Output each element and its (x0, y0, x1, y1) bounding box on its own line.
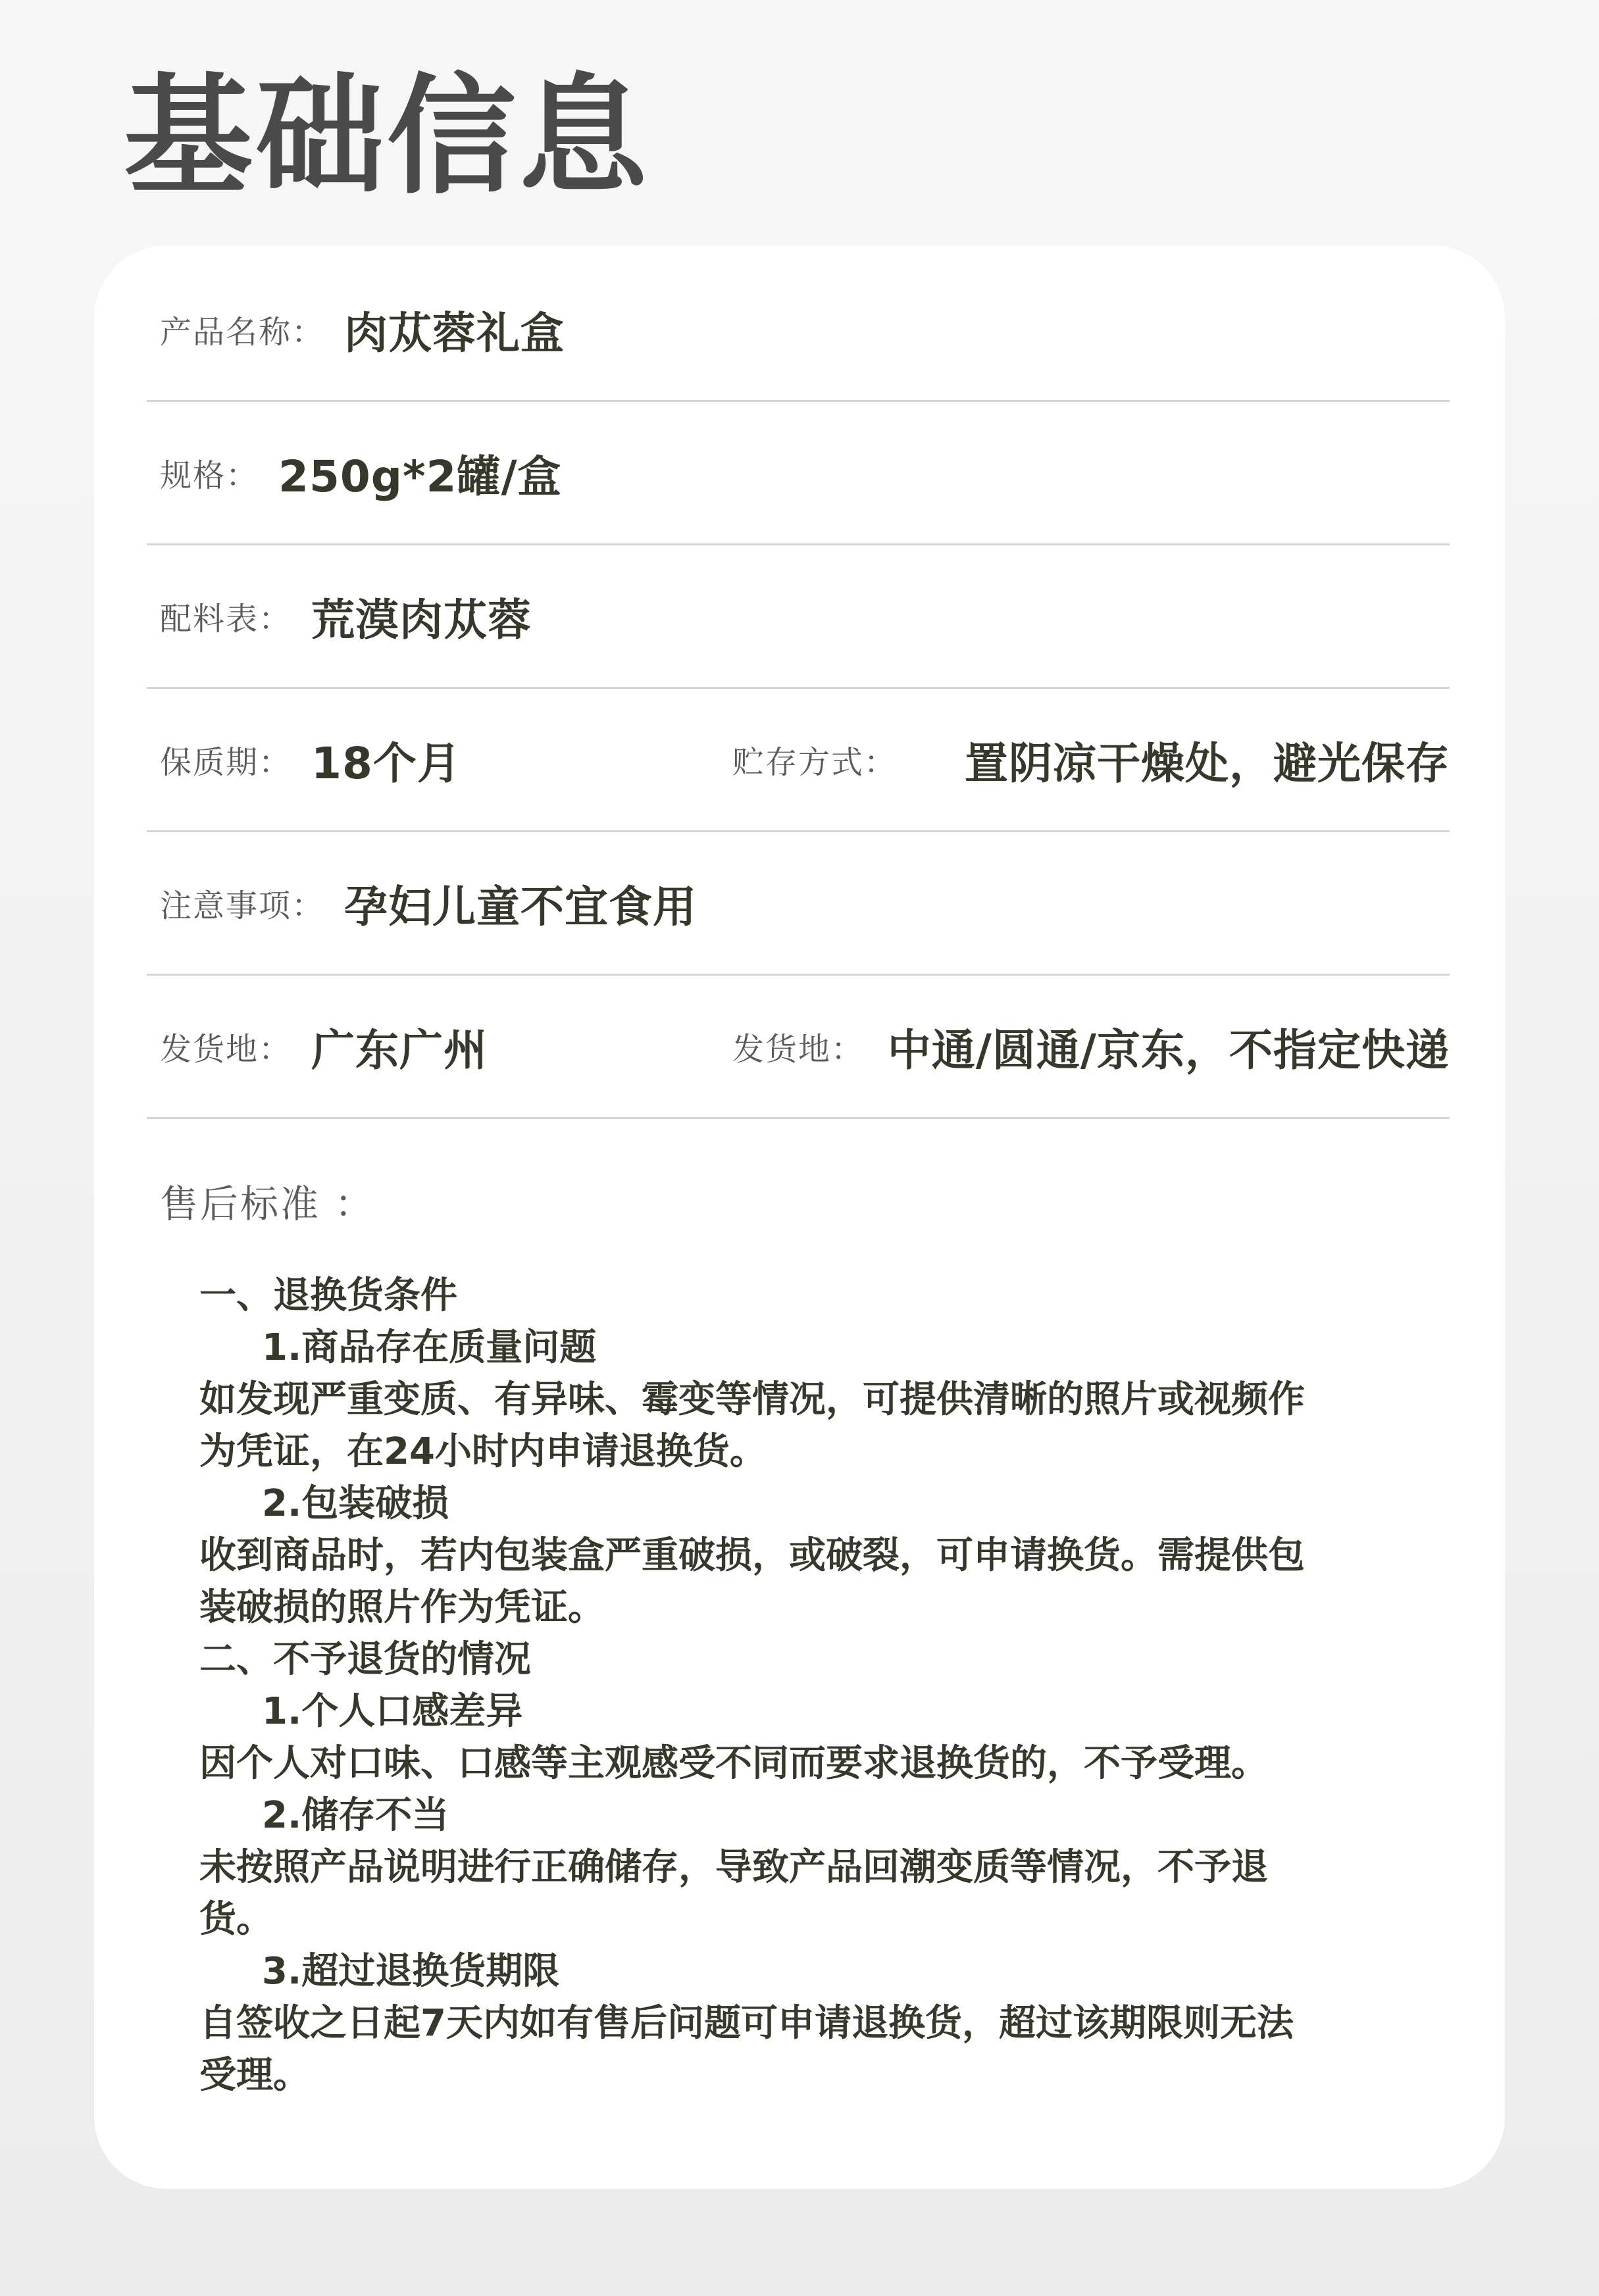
origin-label: 发货地： (160, 1031, 292, 1068)
terms-subheading-quality: 1.商品存在质量问题 (262, 1326, 597, 1369)
info-row-shipping (147, 976, 1450, 1119)
terms-text-line: 装破损的照片作为凭证。 (199, 1586, 605, 1629)
info-row-spec (147, 402, 1450, 545)
ingredients-value: 荒漠肉苁蓉 (311, 595, 532, 645)
product-name-value: 肉苁蓉礼盒 (344, 308, 565, 359)
storage-label: 贮存方式： (732, 744, 898, 781)
page-title: 基础信息 (124, 62, 651, 212)
origin-value: 广东广州 (311, 1025, 488, 1076)
after-sales-label: 售后标准 ： (160, 1182, 375, 1226)
courier-label: 发货地： (732, 1031, 865, 1068)
terms-text-line: 自签收之日起7天内如有售后问题可申请退换货，超过该期限则无法 (199, 2002, 1294, 2045)
terms-heading-return-conditions: 一、退换货条件 (199, 1274, 457, 1317)
info-card (94, 245, 1505, 2189)
product-name-label: 产品名称： (160, 314, 325, 351)
spec-label: 规格： (160, 457, 259, 494)
info-row-ingredients (147, 545, 1450, 689)
terms-text-line: 受理。 (199, 2054, 310, 2097)
shelf-life-label: 保质期： (160, 744, 292, 781)
terms-heading-no-return: 二、不予退货的情况 (199, 1638, 531, 1681)
terms-text-line: 收到商品时，若内包装盒严重破损，或破裂，可申请换货。需提供包 (199, 1534, 1305, 1577)
info-row-product-name (147, 259, 1450, 402)
info-row-shelf-storage (147, 689, 1450, 832)
terms-text-line: 为凭证，在24小时内申请退换货。 (199, 1430, 767, 1473)
ingredients-label: 配料表： (160, 601, 292, 637)
terms-text-line: 因个人对口味、口感等主观感受不同而要求退换货的，不予受理。 (199, 1742, 1268, 1785)
notice-label: 注意事项： (160, 887, 325, 924)
after-sales-terms (199, 1270, 1483, 2101)
info-row-notice (147, 832, 1450, 976)
storage-value: 置阴凉干燥处，避光保存 (965, 738, 1450, 789)
notice-value: 孕妇儿童不宜食用 (344, 882, 698, 932)
terms-text-line: 未按照产品说明进行正确储存，导致产品回潮变质等情况，不予退 (199, 1846, 1268, 1889)
terms-subheading-packaging: 2.包装破损 (262, 1482, 449, 1525)
terms-text-line: 货。 (199, 1898, 273, 1941)
shelf-life-value: 18个月 (311, 738, 461, 789)
terms-subheading-deadline: 3.超过退换货期限 (262, 1950, 560, 1993)
courier-value: 中通/圆通/京东，不指定快递 (887, 1025, 1450, 1076)
spec-value: 250g*2罐/盒 (278, 451, 562, 502)
terms-subheading-taste: 1.个人口感差异 (262, 1690, 523, 1733)
terms-subheading-storage: 2.储存不当 (262, 1794, 449, 1837)
terms-text-line: 如发现严重变质、有异味、霉变等情况，可提供清晰的照片或视频作 (199, 1378, 1305, 1421)
